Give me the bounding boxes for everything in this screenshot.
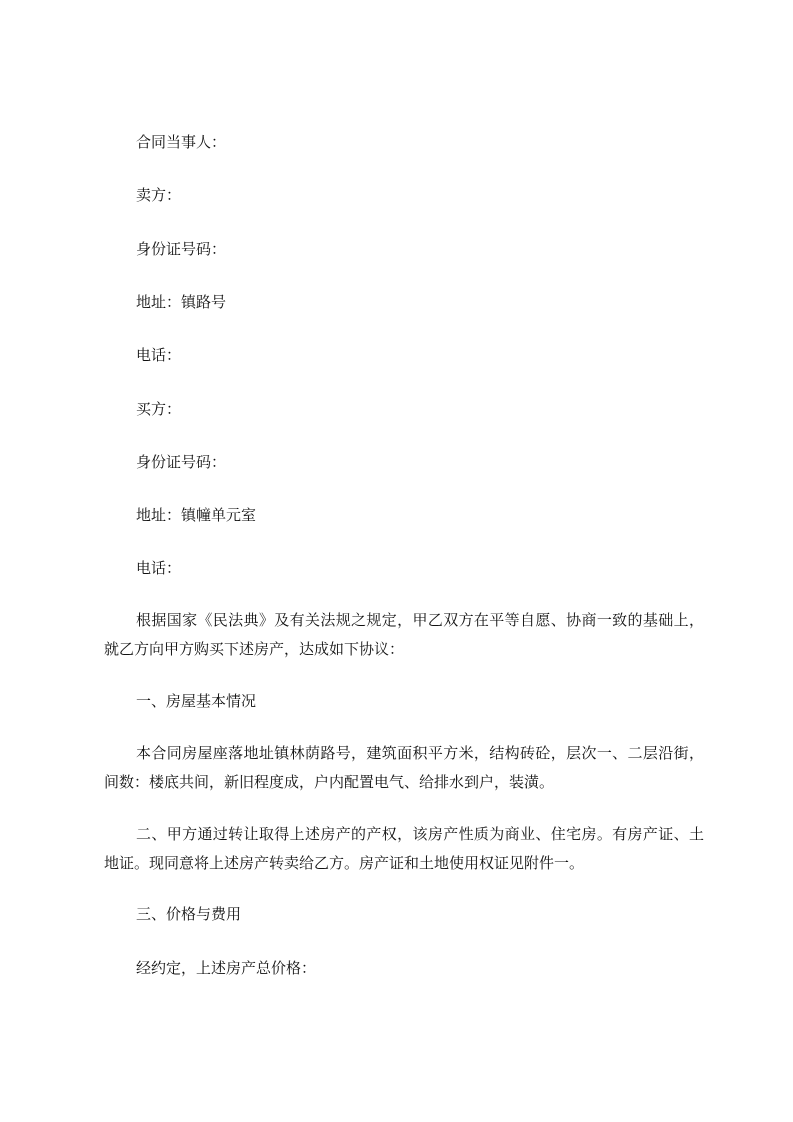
section2-body: 二、甲方通过转让取得上述房产的产权，该房产性质为商业、住宅房。有房产证、土地证。现同意将上述房产转卖给乙方。房产证和土地使用权证见附件一。 <box>104 825 704 872</box>
section1-body: 本合同房屋座落地址镇林荫路号，建筑面积平方米，结构砖砼，层次一、二层沿街，间数：楼底共间，新旧程度成，户内配置电气、给排水到户，装潢。 <box>104 744 704 791</box>
preamble-paragraph: 根据国家《民法典》及有关法规之规定，甲乙双方在平等自愿、协商一致的基础上，就乙方向甲方购买下述房产，达成如下协议： <box>104 611 704 658</box>
buyer-id-number: 身份证号码： <box>136 453 227 471</box>
seller-label: 卖方： <box>136 186 182 204</box>
buyer-label: 买方： <box>136 400 182 418</box>
section3-heading: 三、价格与费用 <box>136 905 242 923</box>
buyer-phone: 电话： <box>136 559 182 577</box>
buyer-address: 地址：镇幢单元室 <box>136 506 257 524</box>
section3-body: 经约定，上述房产总价格： <box>136 959 317 977</box>
seller-phone: 电话： <box>136 346 182 364</box>
section1-heading: 一、房屋基本情况 <box>136 692 257 710</box>
seller-address: 地址：镇路号 <box>136 293 227 311</box>
parties-heading: 合同当事人： <box>136 133 227 151</box>
seller-id-number: 身份证号码： <box>136 240 227 258</box>
